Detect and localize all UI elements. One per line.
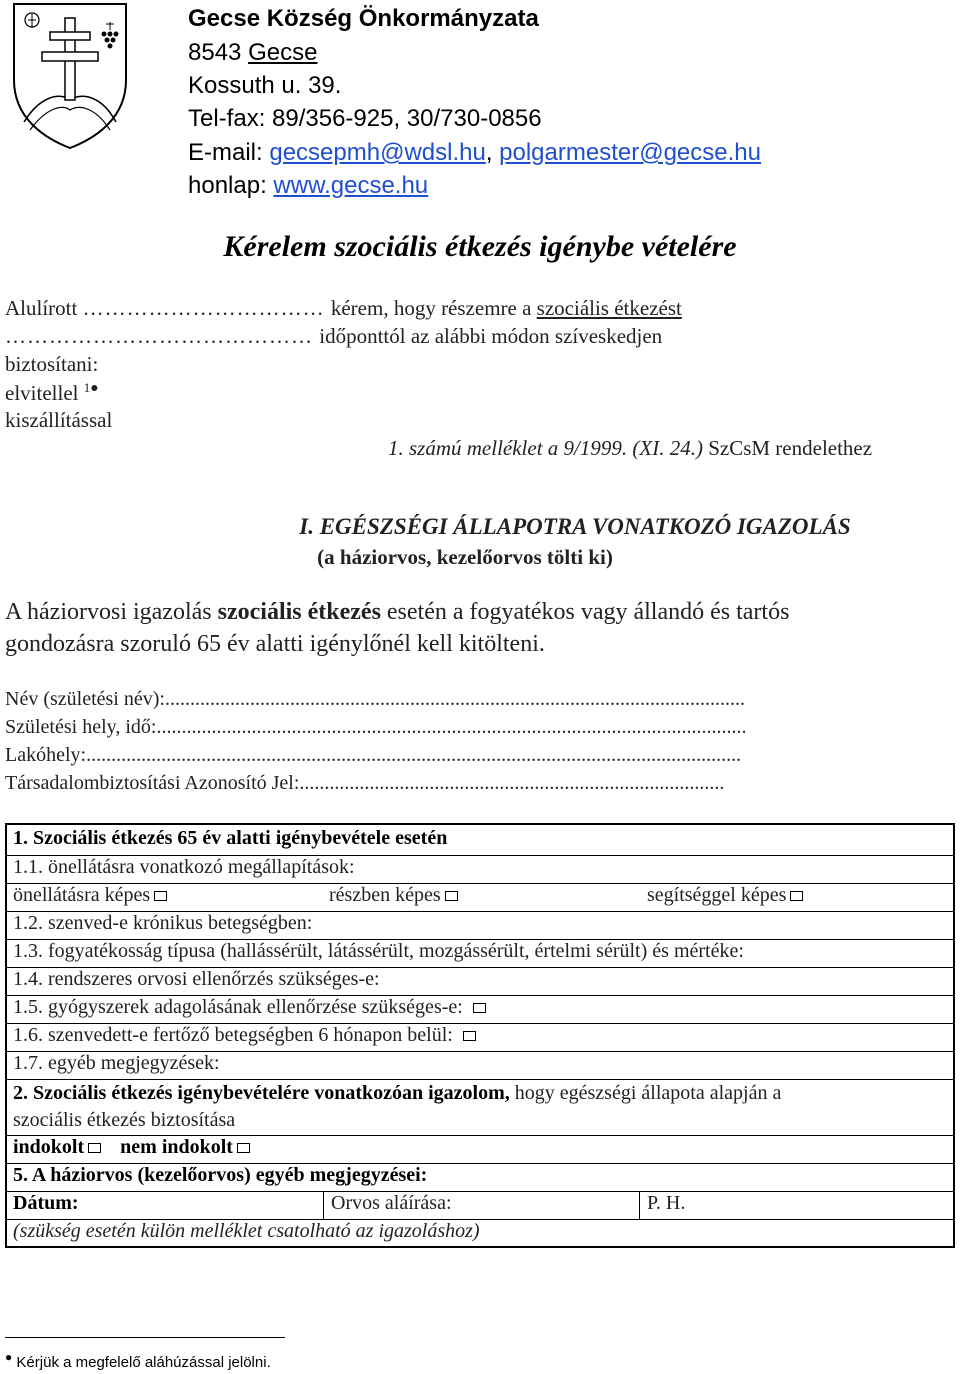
email-link-1[interactable]: gecsepmh@wdsl.hu (269, 139, 486, 166)
option-not-justified[interactable] (120, 1136, 250, 1158)
table-row-1-5 (7, 995, 953, 1023)
option-self-capable[interactable] (13, 884, 167, 907)
email-separator: , (485, 139, 500, 166)
intro-bold: szociális étkezés (217, 599, 381, 625)
checkbox[interactable] (154, 891, 167, 901)
option-with-help-label: segítséggel képes (647, 884, 787, 906)
option-delivery[interactable]: kiszállítással (5, 408, 113, 432)
table-row-heading-1: 1. Szociális étkezés 65 év alatti igénybevétele esetén (13, 827, 448, 849)
town-link[interactable]: Gecse (248, 39, 318, 66)
email-line (188, 136, 761, 169)
request-text-2: időponttól az alábbi módon szíveskedjen (319, 324, 663, 348)
request-line-2 (5, 324, 662, 349)
section-title: I. EGÉSZSÉGI ÁLLAPOTRA VONATKOZÓ IGAZOLÁS (299, 514, 851, 539)
table-row-note: (szükség esetén külön melléklet csatolható az igazoláshoz) (7, 1219, 953, 1247)
municipal-crest-logo (10, 0, 130, 150)
zip-code: 8543 (188, 39, 249, 66)
intro-line-1 (5, 599, 789, 626)
field-label: Lakóhely: (5, 744, 87, 766)
bullet-icon: ● (90, 381, 99, 396)
email-label: E-mail: (188, 139, 270, 166)
table-row-1-1: 1.1. önellátásra vonatkozó megállapítások: (7, 855, 953, 883)
field-birth-name[interactable] (5, 688, 745, 711)
footnote-text: Kérjük a megfelelő aláhúzással jelölni. (16, 1354, 271, 1371)
table-row-heading-5: 5. A háziorvos (kezelőorvos) egyéb megjegyzései: (7, 1163, 953, 1191)
column-divider (639, 1192, 640, 1220)
certification-text: hogy egészségi állapota alapján a (509, 1082, 782, 1104)
option-partly-capable-label: részben képes (329, 884, 441, 906)
field-label: Név (születési név): (5, 688, 165, 710)
table-row-certification (7, 1079, 953, 1135)
website-line (188, 169, 428, 202)
option-justified[interactable] (13, 1136, 101, 1158)
field-taj-number[interactable] (5, 772, 724, 795)
footnote-mark: 1 (83, 380, 91, 395)
intro-text-a: A háziorvosi igazolás (5, 599, 218, 625)
option-partly-capable[interactable] (329, 884, 458, 907)
service-link: szociális étkezést (536, 296, 682, 320)
field-blank: ................................................................................................................................... (86, 744, 742, 766)
checkbox[interactable] (463, 1031, 476, 1041)
intro-text-b: esetén a fogyatékos vagy állandó és tartós (380, 599, 790, 625)
table-row-selfcare-options (7, 883, 953, 911)
request-text: kérem, hogy részemre a (330, 296, 537, 320)
form-title: Kérelem szociális étkezés igénybe vételére (223, 230, 737, 263)
field-label: Születési hely, idő: (5, 716, 157, 738)
date-field[interactable]: Dátum: (13, 1192, 79, 1214)
field-residence[interactable] (5, 744, 741, 767)
table-row-1-6 (7, 1023, 953, 1051)
certification-line-2: szociális étkezés biztosítása (13, 1109, 236, 1131)
option-takeaway-label: elvitellel (5, 381, 79, 405)
field-blank: .................................................................................................................... (164, 688, 745, 710)
phone-fax: Tel-fax: 89/356-925, 30/730-0856 (188, 105, 542, 132)
intro-line-2: gondozásra szoruló 65 év alatti igénylőnél kell kitölteni. (5, 631, 545, 657)
legal-reference (388, 436, 872, 461)
table-row-justification (7, 1135, 953, 1163)
table-row-1-4: 1.4. rendszeres orvosi ellenőrzés szükséges-e: (7, 967, 953, 995)
section-subtitle: (a háziorvos, kezelőorvos tölti ki) (317, 545, 613, 569)
option-justified-label: indokolt (13, 1136, 85, 1158)
applicant-name-blank[interactable]: …………………………… (82, 296, 331, 320)
email-link-2[interactable]: polgarmester@gecse.hu (499, 139, 761, 166)
provide-label: biztosítani: (5, 352, 99, 376)
checkbox[interactable] (445, 891, 458, 901)
checkbox[interactable] (237, 1143, 250, 1153)
checkbox[interactable] (473, 1003, 486, 1013)
org-name: Gecse Község Önkormányzata (188, 5, 539, 32)
street-address: Kossuth u. 39. (188, 72, 342, 99)
medical-certificate-table (5, 823, 955, 1248)
footnote-divider (5, 1337, 285, 1338)
doctor-signature-field[interactable]: Orvos aláírása: (331, 1192, 452, 1214)
bullet-icon: ● (5, 1350, 13, 1364)
option-self-capable-label: önellátásra képes (13, 884, 151, 906)
legal-reference-rest: SzCsM rendelethez (702, 436, 873, 460)
start-date-blank[interactable]: …………………………………… (5, 324, 320, 348)
option-not-justified-label: nem indokolt (120, 1136, 233, 1158)
table-row-signature (7, 1191, 953, 1219)
field-birthplace-date[interactable] (5, 716, 746, 739)
stamp-field: P. H. (647, 1192, 686, 1214)
footnote (5, 1350, 271, 1371)
certification-bold: 2. Szociális étkezés igénybevételére vonatkozóan igazolom, (13, 1082, 510, 1104)
website-label: honlap: (188, 172, 274, 199)
row-label: 1.6. szenvedett-e fertőző betegségben 6 hónapon belül: (13, 1024, 453, 1046)
option-takeaway[interactable] (5, 380, 99, 406)
request-line-1 (5, 296, 682, 321)
field-blank: ..................................................................................... (299, 772, 725, 794)
field-blank: ...................................................................................................................... (156, 716, 747, 738)
option-with-help[interactable] (647, 884, 803, 907)
table-row-1-7: 1.7. egyéb megjegyzések: (7, 1051, 953, 1079)
field-label: Társadalombiztosítási Azonosító Jel: (5, 772, 300, 794)
checkbox[interactable] (88, 1143, 101, 1153)
postal-address (188, 36, 317, 69)
row-label: 1.5. gyógyszerek adagolásának ellenőrzése szükséges-e: (13, 996, 463, 1018)
applicant-label: Alulírott (5, 296, 78, 320)
table-row-1-3: 1.3. fogyatékosság típusa (hallássérült, látássérült, mozgássérült, értelmi sérült) és mértéke: (7, 939, 953, 967)
table-row-1-2: 1.2. szenved-e krónikus betegségben: (7, 911, 953, 939)
website-link[interactable]: www.gecse.hu (273, 172, 429, 199)
checkbox[interactable] (790, 891, 803, 901)
column-divider (323, 1192, 324, 1220)
legal-reference-italic: 1. számú melléklet a 9/1999. (XI. 24.) (388, 436, 703, 460)
